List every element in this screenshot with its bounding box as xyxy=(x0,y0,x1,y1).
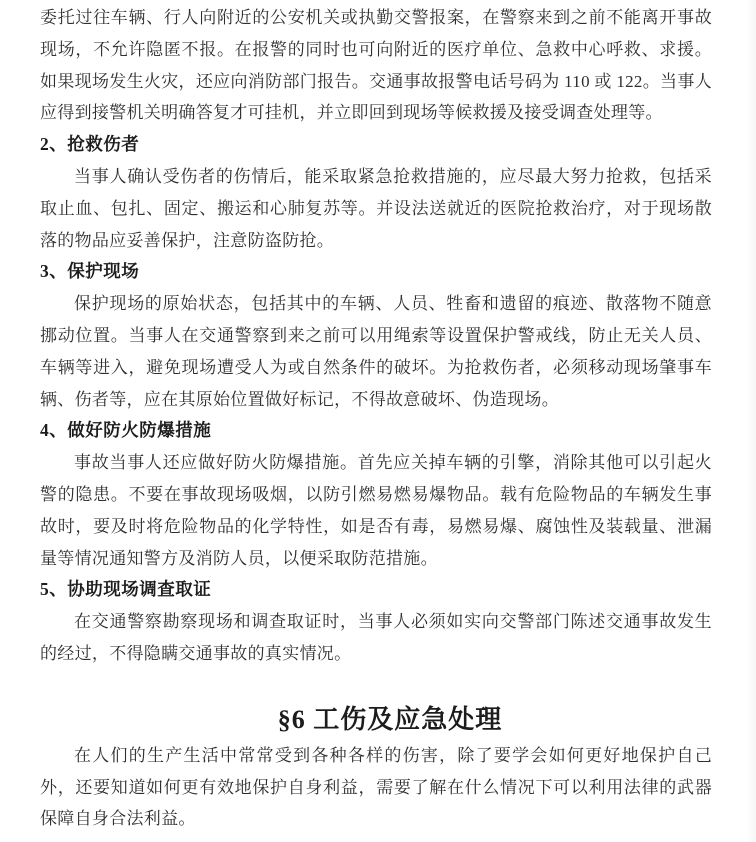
section-heading-protect-scene: 3、保护现场 xyxy=(40,261,140,282)
section-body-assist-investigation: 在交通警察勘察现场和调查取证时，当事人必须如实向交警部门陈述交通事故发生的经过，不得隐瞒交通事故的真实情况。 xyxy=(40,612,712,663)
intro-paragraph: 委托过往车辆、行人向附近的公安机关或执勤交警报案，在警察来到之前不能离开事故现场，不允许隐匿不报。在报警的同时也可向附近的医疗单位、急救中心呼救、求援。如果现场发生火灾，还应向消防部门报告。交通事故报警电话号码为 110 或 122。当事人应得到接警机关明确答复才可挂机，并立即回到现场等候救援及接受调查处理等。 xyxy=(40,8,712,123)
section-heading-assist-investigation: 5、协助现场调查取证 xyxy=(40,579,212,600)
section-body-rescue-injured: 当事人确认受伤者的伤情后，能采取紧急抢救措施的，应尽最大努力抢救，包括采取止血、包扎、固定、搬运和心肺复苏等。并设法送就近的医院抢救治疗，对于现场散落的物品应妥善保护，注意防盗防抢。 xyxy=(40,166,712,250)
section-body-fire-explosion-prevention: 事故当事人还应做好防火防爆措施。首先应关掉车辆的引擎，消除其他可以引起火警的隐患。不要在事故现场吸烟，以防引燃易燃易爆物品。载有危险物品的车辆发生事故时，要及时将危险物品的化学特性，如是否有毒，易燃易爆、腐蚀性及装载量、泄漏量等情况通知警方及消防人员，以便采取防范措施。 xyxy=(40,453,712,568)
section-heading-fire-explosion-prevention: 4、做好防火防爆措施 xyxy=(40,420,212,441)
section-body-protect-scene: 保护现场的原始状态，包括其中的车辆、人员、牲畜和遗留的痕迹、散落物不随意挪动位置。当事人在交通警察到来之前可以用绳索等设置保护警戒线，防止无关人员、车辆等进入，避免现场遭受人为或自然条件的破坏。为抢救伤者，必须移动现场肇事车辆、伤者等，应在其原始位置做好标记，不得故意破坏、伪造现场。 xyxy=(40,294,712,409)
chapter-intro-paragraph: 在人们的生产生活中常常受到各种各样的伤害，除了要学会如何更好地保护自己外，还要知道如何更有效地保护自身利益，需要了解在什么情况下可以利用法律的武器保障自身合法利益。 xyxy=(40,745,712,829)
section-heading-rescue-injured: 2、抢救伤者 xyxy=(40,134,140,155)
chapter-heading-work-injury-emergency: §6 工伤及应急处理 xyxy=(277,704,503,734)
